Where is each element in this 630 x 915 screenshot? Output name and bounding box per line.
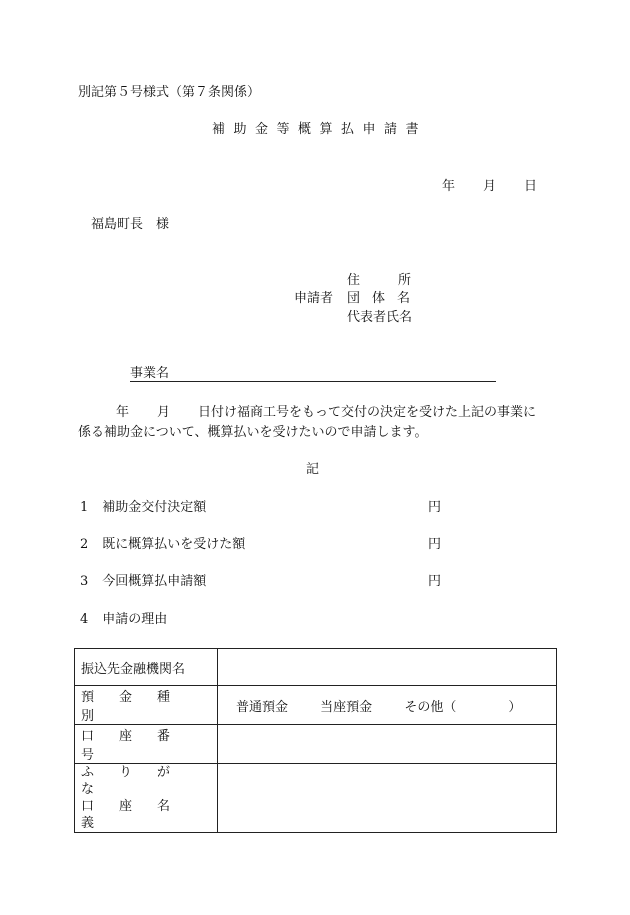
account-number-field[interactable] — [218, 725, 557, 764]
table-row — [75, 649, 557, 686]
date-day: 日 — [524, 179, 538, 194]
institution-label: 振込先金融機関名 — [75, 649, 218, 686]
item-number: 1 — [80, 500, 89, 515]
form-reference: 別記第５号様式（第７条関係） — [78, 85, 261, 100]
item-2-unit: 円 — [428, 537, 442, 552]
account-number-text: 口座番号 — [81, 729, 196, 763]
project-name-field[interactable] — [130, 367, 496, 382]
deposit-type-label — [75, 686, 218, 725]
note-heading: 記 — [306, 462, 320, 477]
account-name-text: 口座名義 — [81, 799, 196, 831]
account-number-label — [75, 725, 218, 764]
body-rest: 日付け福商工号をもって交付の決定を受けた上記の事業に — [198, 405, 537, 420]
project-name-label: 事業名 — [130, 366, 170, 381]
table-row — [75, 686, 557, 725]
body-year: 年 — [116, 405, 130, 420]
deposit-type-field[interactable] — [218, 686, 557, 725]
account-name-label — [75, 764, 218, 833]
body-month: 月 — [157, 405, 171, 420]
document-title: 補助金等概算払申請書 — [212, 122, 428, 137]
item-4 — [80, 613, 167, 626]
date-line — [442, 180, 537, 193]
applicant-address-label — [347, 273, 450, 288]
applicant-label: 申請者 — [294, 291, 334, 306]
item-1-unit: 円 — [428, 500, 442, 515]
account-name-field[interactable] — [218, 764, 557, 833]
table-row — [75, 764, 557, 833]
institution-field[interactable] — [218, 649, 557, 686]
bank-info-table — [74, 648, 557, 833]
item-label: 申請の理由 — [102, 612, 168, 627]
item-3 — [80, 575, 206, 588]
addressee: 福島町長 様 — [91, 217, 170, 232]
applicant-org-label: 団体名 — [347, 291, 423, 306]
date-month: 月 — [483, 179, 497, 194]
applicant-rep-label: 代表者氏名 — [347, 310, 413, 325]
deposit-option[interactable]: 普通預金 — [236, 699, 289, 715]
deposit-option[interactable]: 当座預金 — [320, 699, 373, 715]
furigana-label: ふりがな — [81, 765, 196, 797]
item-3-unit: 円 — [428, 574, 442, 589]
item-label: 補助金交付決定額 — [102, 500, 207, 515]
item-2 — [80, 538, 245, 551]
item-label: 今回概算払申請額 — [102, 574, 207, 589]
item-number: 2 — [80, 537, 89, 552]
applicant-address-text: 住所 — [347, 273, 450, 288]
item-number: 3 — [80, 574, 89, 589]
body-line-2: 係る補助金について、概算払いを受けたいので申請します。 — [78, 425, 428, 440]
table-row — [75, 725, 557, 764]
date-year: 年 — [442, 179, 456, 194]
body-line-1 — [116, 406, 536, 419]
item-number: 4 — [80, 612, 89, 627]
deposit-type-text: 預金種別 — [81, 690, 196, 724]
item-1 — [80, 501, 206, 514]
item-label: 既に概算払いを受けた額 — [102, 537, 246, 552]
deposit-option[interactable]: その他（ ） — [404, 699, 522, 715]
